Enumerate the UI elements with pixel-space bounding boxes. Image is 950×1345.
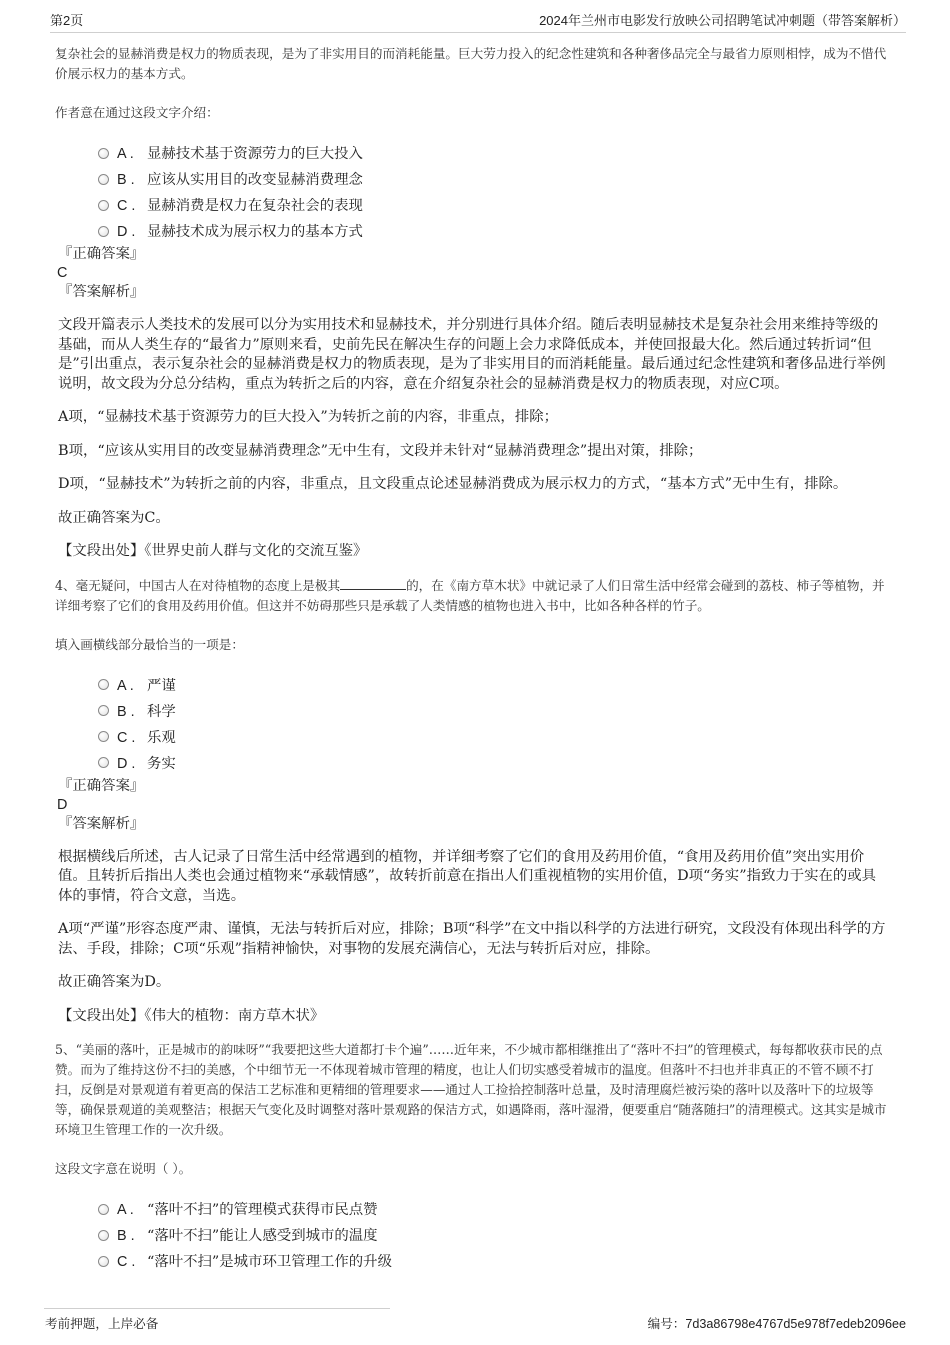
option-text: 务实 (147, 755, 176, 772)
option-text: “落叶不扫”是城市环卫管理工作的升级 (147, 1254, 392, 1270)
analysis-paragraph: 故正确答案为D。 (58, 974, 171, 990)
option-letter: C . (117, 198, 136, 214)
document-title: 2024年兰州市电影发行放映公司招聘笔试冲刺题（带答案解析） (539, 13, 906, 28)
option-a[interactable] (98, 1197, 895, 1223)
analysis-paragraph: A项“严谨”形容态度严肃、谨慎，无法与转折后对应，排除；B项“科学”在文中指以科学的方法进行研究，文段没有体现出科学的方法、手段，排除；C项“乐观”指精神愉快，对事物的发展充满信心，无法与转折后对应，排除。 (58, 921, 886, 957)
analysis-paragraph: 故正确答案为C。 (58, 509, 170, 526)
option-d[interactable] (98, 751, 895, 777)
question-3-prompt: 作者意在通过这段文字介绍： (55, 105, 219, 120)
question-5 (55, 1040, 895, 1275)
question-3-passage: 复杂社会的显赫消费是权力的物质表现，是为了非实用目的而消耗能量。巨大劳力投入的纪念性建筑和各种奢侈品完全与最省力原则相悖，成为不惜代价展示权力的基本方式。 (55, 46, 887, 81)
option-text: 严谨 (147, 677, 176, 694)
radio-icon[interactable] (98, 200, 109, 211)
option-letter: D . (117, 224, 136, 240)
option-letter: C . (117, 1254, 136, 1270)
option-letter: D . (117, 755, 136, 772)
option-letter: B . (117, 703, 135, 720)
question-4 (55, 576, 895, 1027)
stem-after-blank: 的，在《南方草木状》中就记录了人们日常生活中经常会碰到的荔枝、柿子等植物，并详细考察了它们的食用及药用价值。但这并不妨碍那些只是承载了人类情感的植物也进入书中，比如各种各样的竹子。 (55, 577, 885, 613)
option-text: “落叶不扫”能让人感受到城市的温度 (147, 1228, 378, 1244)
passage-source: 【文段出处】《世界史前人群与文化的交流互鉴》 (58, 543, 368, 559)
page-header (50, 10, 906, 30)
question-5-prompt: 这段文字意在说明（ ）。 (55, 1161, 192, 1176)
question-5-options (98, 1197, 895, 1275)
analysis-paragraph: A项，“显赫技术基于资源劳力的巨大投入”为转折之前的内容，非重点，排除； (58, 409, 558, 425)
option-text: 乐观 (147, 729, 176, 746)
option-text: 应该从实用目的改变显赫消费理念 (147, 172, 363, 188)
radio-icon[interactable] (98, 757, 109, 768)
analysis-paragraph: B项，“应该从实用目的改变显赫消费理念”无中生有，文段并未针对“显赫消费理念”提出对策，排除； (58, 442, 703, 459)
option-text: 显赫技术成为展示权力的基本方式 (147, 224, 363, 240)
option-letter: A . (117, 146, 134, 162)
analysis-paragraph: 根据横线后所述，古人记录了日常生活中经常遇到的植物，并详细考察了它们的食用及药用价值，“食用及药用价值”突出实用价值。且转折后指出人类也会通过植物来“承载情感”，故转折前意在指出人们重视植物的实用价值，D项“务实”指致力于实在的或具体的事情，符合文意，当选。 (58, 848, 877, 904)
option-d[interactable] (98, 219, 895, 245)
option-c[interactable] (98, 1249, 895, 1275)
radio-icon[interactable] (98, 148, 109, 159)
radio-icon[interactable] (98, 226, 109, 237)
radio-icon[interactable] (98, 731, 109, 742)
analysis-paragraph: 文段开篇表示人类技术的发展可以分为实用技术和显赫技术，并分别进行具体介绍。随后表明显赫技术是复杂社会用来维持等级的基础，而从人类生存的“最省力”原则来看，史前先民在解决生存的问题上会力求降低成本，并使回报最大化。然后通过转折词“但是”引出重点，表示复杂社会的显赫消费是权力的物质表现，是为了非实用目的而消耗能量。最后通过纪念性建筑和奢侈品进行举例说明，故文段为分总分结构，重点为转折之后的内容，意在介绍复杂社会的显赫消费是权力的物质表现，对应C项。 (58, 317, 886, 392)
question-5-stem: 5、“美丽的落叶，正是城市的韵味呀”“我要把这些大道都打卡个遍”……近年来，不少城市都相继推出了“落叶不扫”的管理模式，每每都收获市民的点赞。而为了维持这份不扫的美感，个中细节无一不体现着城市管理的精度，也让人们切实感受着城市的温度。但落叶不扫也并非真正的不管不顾不打扫，反倒是对景观道有着更高的保洁工艺标准和更精细的管理要求——通过人工捡拾控制落叶总量，及时清理腐烂被污染的落叶以及落叶下的垃圾等等，确保景观道的美观整洁；根据天气变化及时调整对落叶景观路的保洁方式，如遇降雨，落叶湿滑，便要重启“随落随扫”的清理模式。这其实是城市环境卫生管理工作的一次升级。 (55, 1042, 887, 1137)
radio-icon[interactable] (98, 679, 109, 690)
passage-source: 【文段出处】《伟大的植物：南方草木状》 (58, 1007, 325, 1024)
header-divider (50, 32, 906, 33)
option-text: 显赫消费是权力在复杂社会的表现 (147, 198, 363, 214)
option-text: 显赫技术基于资源劳力的巨大投入 (147, 146, 363, 162)
radio-icon[interactable] (98, 1256, 109, 1267)
analysis-paragraph: D项，“显赫技术”为转折之前的内容，非重点，且文段重点论述显赫消费成为展示权力的方式，“基本方式”无中生有，排除。 (58, 476, 848, 492)
answer-label: 『正确答案』 (58, 777, 145, 794)
footer-divider (44, 1308, 390, 1309)
fill-blank (340, 577, 406, 590)
radio-icon[interactable] (98, 705, 109, 716)
page-number: 第2页 (50, 13, 84, 28)
answer-label: 『正确答案』 (58, 246, 145, 262)
analysis-label: 『答案解析』 (58, 284, 145, 300)
analysis-label: 『答案解析』 (58, 815, 145, 832)
option-letter: B . (117, 172, 135, 188)
question-3 (55, 44, 895, 562)
option-a[interactable] (98, 141, 895, 167)
footer-slogan: 考前押题，上岸必备 (45, 1316, 159, 1331)
option-letter: A . (117, 677, 134, 694)
radio-icon[interactable] (98, 174, 109, 185)
radio-icon[interactable] (98, 1230, 109, 1241)
question-4-stem (55, 576, 895, 616)
option-letter: C . (117, 729, 136, 746)
page-content (55, 44, 895, 1275)
option-c[interactable] (98, 725, 895, 751)
option-text: “落叶不扫”的管理模式获得市民点赞 (147, 1202, 378, 1218)
radio-icon[interactable] (98, 1204, 109, 1215)
option-c[interactable] (98, 193, 895, 219)
answer-value: D (57, 796, 68, 813)
option-b[interactable] (98, 699, 895, 725)
answer-value: C (57, 265, 68, 281)
footer-serial-number: 编号：7d3a86798e4767d5e978f7edeb2096ee (647, 1317, 906, 1331)
option-letter: B . (117, 1228, 135, 1244)
question-4-prompt: 填入画横线部分最恰当的一项是： (55, 636, 244, 652)
option-letter: A . (117, 1202, 134, 1218)
option-text: 科学 (147, 703, 176, 720)
option-b[interactable] (98, 1223, 895, 1249)
option-b[interactable] (98, 167, 895, 193)
question-3-options (98, 141, 895, 245)
option-a[interactable] (98, 673, 895, 699)
question-4-options (98, 673, 895, 777)
stem-before-blank: 4、毫无疑问，中国古人在对待植物的态度上是极其 (55, 577, 341, 593)
